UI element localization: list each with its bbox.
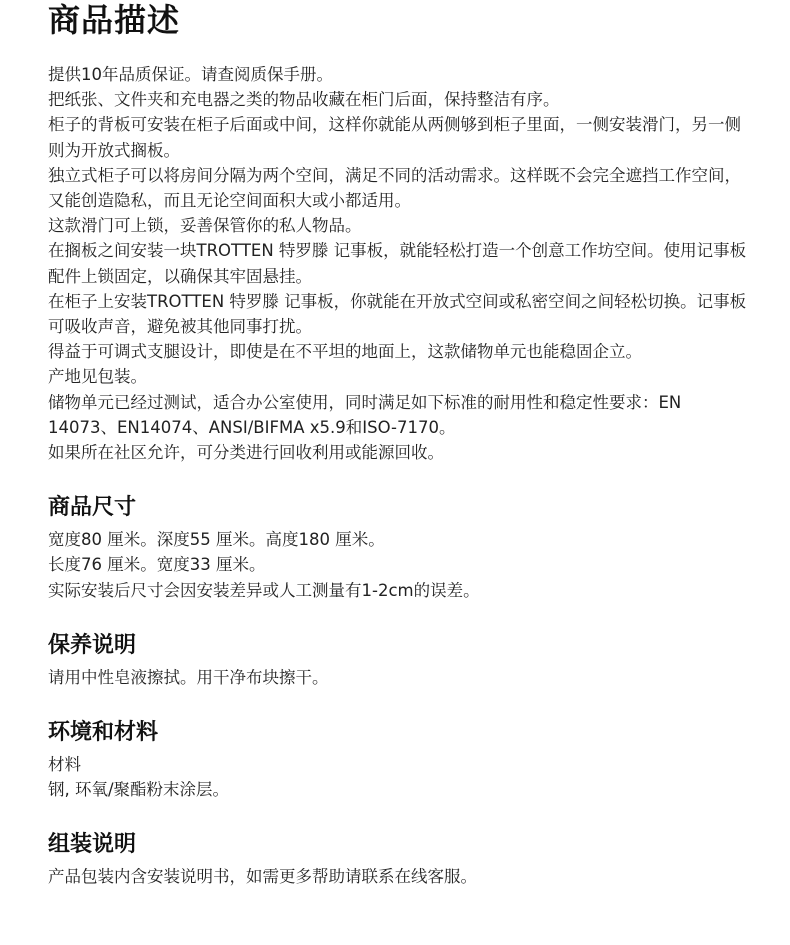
description-item: 在搁板之间安装一块TROTTEN 特罗滕 记事板，就能轻松打造一个创意工作坊空间。使用记事板配件上锁固定，以确保其牢固悬挂。 <box>48 241 747 286</box>
assembly-list <box>48 864 748 889</box>
materials-value: 钢, 环氧/聚酯粉末涂层。 <box>48 780 230 800</box>
dimensions-line: 宽度80 厘米。深度55 厘米。高度180 厘米。 <box>48 530 385 550</box>
dimensions-section <box>48 493 748 603</box>
product-info-page <box>48 0 748 890</box>
care-title: 保养说明 <box>48 632 137 658</box>
description-item: 提供10年品质保证。请查阅质保手册。 <box>48 65 333 84</box>
materials-list <box>48 752 748 802</box>
description-item: 把纸张、文件夹和充电器之类的物品收藏在柜门后面，保持整洁有序。 <box>48 90 560 110</box>
care-list <box>48 665 748 690</box>
description-item: 在柜子上安装TROTTEN 特罗滕 记事板，你就能在开放式空间或私密空间之间轻松切换。记事板可吸收声音，避免被其他同事打扰。 <box>48 291 747 337</box>
care-line: 请用中性皂液擦拭。用干净布块擦干。 <box>48 667 329 687</box>
materials-title: 环境和材料 <box>48 720 159 746</box>
description-item: 独立式柜子可以将房间分隔为两个空间，满足不同的活动需求。这样既不会完全遮挡工作空间，又能创造隐私，而且无论空间面积大或小都适用。 <box>48 165 741 211</box>
description-item: 储物单元已经过测试，适合办公室使用，同时满足如下标准的耐用性和稳定性要求：EN 14073、EN14074、ANSI/BIFMA x5.9和ISO-7170。 <box>48 392 682 437</box>
care-section <box>48 631 748 690</box>
description-item: 柜子的背板可安装在柜子后面或中间，这样你就能从两侧够到柜子里面，一侧安装滑门，另一侧则为开放式搁板。 <box>48 115 741 160</box>
assembly-section <box>48 830 748 889</box>
assembly-line: 产品包装内含安装说明书，如需更多帮助请联系在线客服。 <box>48 867 477 887</box>
description-item: 这款滑门可上锁，妥善保管你的私人物品。 <box>48 216 362 236</box>
description-list <box>48 62 748 465</box>
dimensions-list <box>48 527 748 603</box>
assembly-title: 组装说明 <box>48 832 137 858</box>
description-item: 得益于可调式支腿设计，即使是在不平坦的地面上，这款储物单元也能稳固企立。 <box>48 342 642 362</box>
dimensions-title: 商品尺寸 <box>48 495 137 521</box>
materials-section <box>48 718 748 802</box>
description-item: 如果所在社区允许，可分类进行回收利用或能源回收。 <box>48 443 444 463</box>
description-item: 产地见包装。 <box>48 367 147 387</box>
materials-label: 材料 <box>48 755 81 775</box>
dimensions-line: 长度76 厘米。宽度33 厘米。 <box>48 555 266 575</box>
page-title: 商品描述 <box>48 1 181 39</box>
dimensions-line: 实际安装后尺寸会因安装差异或人工测量有1-2cm的误差。 <box>48 580 480 600</box>
